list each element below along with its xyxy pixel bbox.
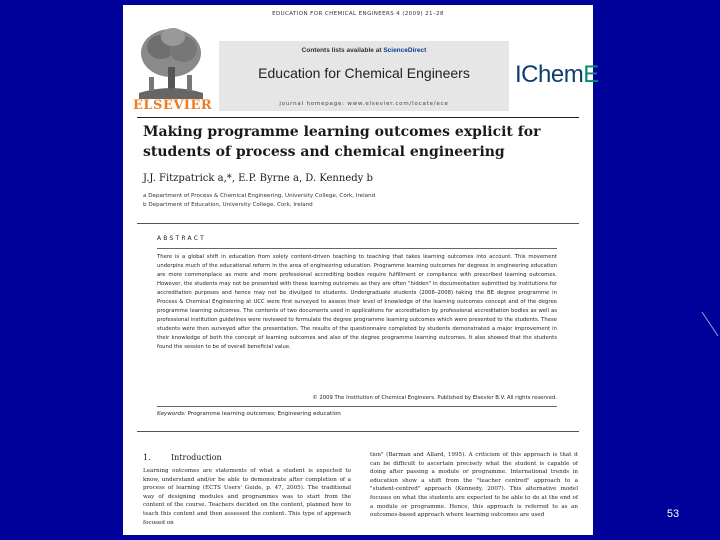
keywords [157,411,557,417]
tree-icon [129,23,211,99]
journal-title: Education for Chemical Engineers [258,65,470,81]
abstract-top-divider [137,223,579,224]
journal-citation: EDUCATION FOR CHEMICAL ENGINEERS 4 (2009) 21–28 [272,11,444,17]
publisher-name: ELSEVIER [133,98,213,113]
header-divider [137,117,579,118]
abstract-heading: ABSTRACT [157,235,206,242]
paper-page [123,5,599,535]
abstract-rule [157,248,557,249]
body-column-right: tion" (Barman and Allard, 1995). A criticism of this approach is that it can be difficult to ascertain precisely what the student is capable of doing after passing a module or programme. International trends in education show a shift from the "teacher centred" approach to a "student-centred" approach (Kennedy, 2007). This alternative model focuses on what the students are expected to be able to do at the end of a module or programme. Hence, this approach is referred to as an outcomes-based approach where learning outcomes are used [370,452,578,519]
ichem-logo-e: E [583,61,599,88]
section-number: 1. [143,453,151,462]
body-divider [137,431,579,432]
affiliation-a: a Department of Process & Chemical Engineering, University College, Cork, Ireland [143,193,376,199]
ichem-logo [515,61,599,89]
copyright-line: © 2009 The Institution of Chemical Engineers. Published by Elsevier B.V. All rights reserved. [312,395,557,401]
paper-authors: J.J. Fitzpatrick a,*, E.P. Byrne a, D. Kennedy b [143,173,373,184]
ichem-logo-text: IChem [515,61,584,88]
section-title: Introduction [171,453,222,462]
contents-prefix: Contents lists available at [301,47,384,54]
affiliation-b: b Department of Education, University College, Cork, Ireland [143,202,313,208]
keywords-list: Programme learning outcomes; Engineering education [187,411,341,417]
contents-line [219,47,509,54]
abstract-text: There is a global shift in education from solely content-driven teaching to teaching that takes learning outcomes into account. This movement underpins much of the educational reform in the area of engineering education. Programme learning outcomes for degrees in engineering education are more commonplace as more and more professional accrediting bodies require fulfillment or compliance with prescribed learning outcomes. However, the students may not be presented with these learning outcomes as they are often "hidden" in documentation submitted by institutions for accreditation purposes and hence may not be divulged to students. Undergraduate students (2006–2008) taking the BE degree programme in Process & Chemical Engineering at UCC were first surveyed to assess their level of knowledge of the learning outcomes concept and of the degree programme learning outcomes. The contents of two documents used in applications for accreditation by professional accreditation bodies as well as professional institution guidelines were reviewed to formulate the degree programme learning outcomes which were presented to the students. These students were then surveyed after the presentation. The results of the questionnaire completed by students demonstrated a major improvement in their knowledge of both the concept of learning outcomes and also of the degree programme learning outcomes. It also showed that the students found the session to be of overall beneficial value. [157,254,557,351]
journal-homepage: journal homepage: www.elsevier.com/locate/ece [279,101,449,107]
keywords-rule [157,406,557,407]
decorative-line [700,310,720,340]
paper-title: Making programme learning outcomes explicit for students of process and chemical engineering [143,124,541,160]
section-heading [143,453,222,462]
body-column-left: Learning outcomes are statements of what a student is expected to know, understand and/or be able to demonstrate after completion of a process of learning (ECTS Users' Guide, p. 47, 2005). The traditional way of designing modules and programmes was to start from the content of the course. Teachers decided on the content, planned how to teach this content and then assessed the content. This type of approach focused on [143,468,351,526]
slide-number: 53 [666,508,680,520]
sciencedirect-link[interactable]: ScienceDirect [383,47,427,54]
keywords-label: Keywords: [157,411,186,417]
